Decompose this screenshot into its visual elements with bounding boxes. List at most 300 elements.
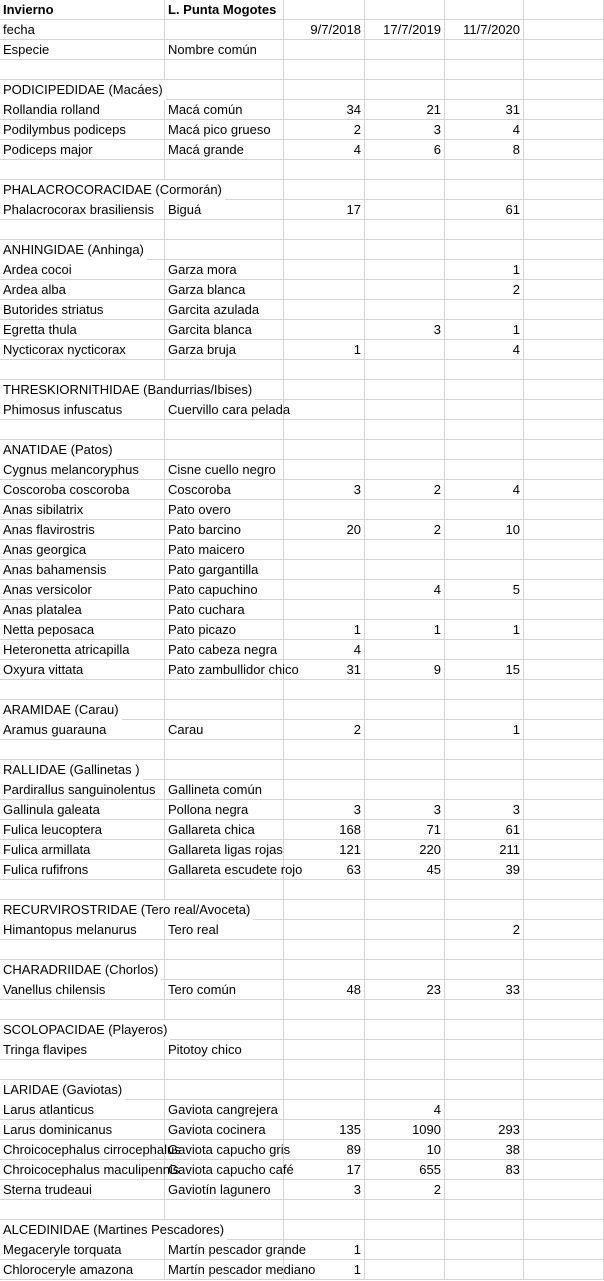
empty-cell[interactable]: [524, 480, 604, 500]
count-cell-2020[interactable]: 33: [445, 980, 524, 1000]
empty-cell[interactable]: [445, 1220, 524, 1240]
count-cell-2020[interactable]: 39: [445, 860, 524, 880]
common-name-label-cell[interactable]: Nombre común: [165, 40, 284, 60]
empty-cell[interactable]: [0, 940, 165, 960]
count-cell-2019[interactable]: 3: [365, 800, 445, 820]
count-cell-2020[interactable]: 3: [445, 800, 524, 820]
empty-cell[interactable]: [524, 80, 604, 100]
empty-cell[interactable]: [284, 1060, 365, 1080]
count-cell-2020[interactable]: 1: [445, 320, 524, 340]
count-cell-2019[interactable]: [365, 1040, 445, 1060]
empty-cell[interactable]: [365, 1200, 445, 1220]
empty-cell[interactable]: [284, 940, 365, 960]
empty-cell[interactable]: [284, 960, 365, 980]
empty-cell[interactable]: [524, 460, 604, 480]
count-cell-2019[interactable]: 21: [365, 100, 445, 120]
empty-cell[interactable]: [524, 1040, 604, 1060]
count-cell-2019[interactable]: 2: [365, 520, 445, 540]
count-cell-2018[interactable]: [284, 320, 365, 340]
common-name-cell[interactable]: Martín pescador grande: [165, 1240, 284, 1260]
common-name-cell[interactable]: Pollona negra: [165, 800, 284, 820]
count-cell-2018[interactable]: 3: [284, 480, 365, 500]
count-cell-2018[interactable]: [284, 780, 365, 800]
count-cell-2020[interactable]: [445, 540, 524, 560]
scientific-name-cell[interactable]: Ardea alba: [0, 280, 165, 300]
scientific-name-cell[interactable]: Larus atlanticus: [0, 1100, 165, 1120]
empty-cell[interactable]: [524, 540, 604, 560]
empty-cell[interactable]: [445, 940, 524, 960]
count-cell-2020[interactable]: [445, 600, 524, 620]
count-cell-2019[interactable]: [365, 720, 445, 740]
count-cell-2019[interactable]: [365, 560, 445, 580]
scientific-name-cell[interactable]: Himantopus melanurus: [0, 920, 165, 940]
count-cell-2018[interactable]: 3: [284, 1180, 365, 1200]
common-name-cell[interactable]: Gaviota capucho gris: [165, 1140, 284, 1160]
count-cell-2018[interactable]: [284, 600, 365, 620]
scientific-name-cell[interactable]: Nycticorax nycticorax: [0, 340, 165, 360]
count-cell-2020[interactable]: 5: [445, 580, 524, 600]
empty-cell[interactable]: [365, 700, 445, 720]
count-cell-2018[interactable]: [284, 400, 365, 420]
count-cell-2018[interactable]: 89: [284, 1140, 365, 1160]
common-name-cell[interactable]: Biguá: [165, 200, 284, 220]
empty-cell[interactable]: [445, 220, 524, 240]
common-name-cell[interactable]: Pato zambullidor chico: [165, 660, 284, 680]
count-cell-2018[interactable]: [284, 300, 365, 320]
empty-cell[interactable]: [524, 580, 604, 600]
count-cell-2018[interactable]: [284, 920, 365, 940]
count-cell-2020[interactable]: 61: [445, 820, 524, 840]
common-name-cell[interactable]: Garcita blanca: [165, 320, 284, 340]
common-name-cell[interactable]: Garcita azulada: [165, 300, 284, 320]
count-cell-2018[interactable]: [284, 1040, 365, 1060]
count-cell-2018[interactable]: [284, 460, 365, 480]
empty-cell[interactable]: [524, 360, 604, 380]
count-cell-2020[interactable]: [445, 1180, 524, 1200]
count-cell-2019[interactable]: [365, 1260, 445, 1280]
common-name-cell[interactable]: Pato maicero: [165, 540, 284, 560]
common-name-cell[interactable]: Gaviotín lagunero: [165, 1180, 284, 1200]
scientific-name-cell[interactable]: Chloroceryle amazona: [0, 1260, 165, 1280]
species-label-cell[interactable]: Especie: [0, 40, 165, 60]
count-cell-2020[interactable]: 211: [445, 840, 524, 860]
count-cell-2020[interactable]: 31: [445, 100, 524, 120]
empty-cell[interactable]: [365, 1080, 445, 1100]
common-name-cell[interactable]: Garza bruja: [165, 340, 284, 360]
count-cell-2018[interactable]: 1: [284, 1240, 365, 1260]
empty-cell[interactable]: [0, 160, 165, 180]
count-cell-2018[interactable]: [284, 580, 365, 600]
count-cell-2020[interactable]: [445, 460, 524, 480]
empty-cell[interactable]: [524, 100, 604, 120]
count-cell-2018[interactable]: 48: [284, 980, 365, 1000]
count-cell-2018[interactable]: 121: [284, 840, 365, 860]
empty-cell[interactable]: [524, 660, 604, 680]
empty-cell[interactable]: [165, 880, 284, 900]
common-name-cell[interactable]: Gallareta ligas rojas: [165, 840, 284, 860]
empty-cell[interactable]: [284, 740, 365, 760]
common-name-cell[interactable]: Pitotoy chico: [165, 1040, 284, 1060]
common-name-cell[interactable]: Pato capuchino: [165, 580, 284, 600]
common-name-cell[interactable]: Cuervillo cara pelada: [165, 400, 284, 420]
empty-cell[interactable]: [0, 880, 165, 900]
count-cell-2019[interactable]: 655: [365, 1160, 445, 1180]
empty-cell[interactable]: [165, 160, 284, 180]
scientific-name-cell[interactable]: Phimosus infuscatus: [0, 400, 165, 420]
empty-cell[interactable]: [524, 1140, 604, 1160]
empty-cell[interactable]: [365, 160, 445, 180]
count-cell-2019[interactable]: 3: [365, 320, 445, 340]
empty-cell[interactable]: [524, 400, 604, 420]
count-cell-2019[interactable]: [365, 260, 445, 280]
count-cell-2020[interactable]: 293: [445, 1120, 524, 1140]
empty-cell[interactable]: [284, 880, 365, 900]
count-cell-2020[interactable]: 10: [445, 520, 524, 540]
empty-cell[interactable]: [524, 1120, 604, 1140]
empty-cell[interactable]: [524, 720, 604, 740]
empty-cell[interactable]: [165, 80, 284, 100]
empty-cell[interactable]: [165, 1020, 284, 1040]
empty-cell[interactable]: [524, 820, 604, 840]
empty-cell[interactable]: [365, 740, 445, 760]
empty-cell[interactable]: [284, 1080, 365, 1100]
common-name-cell[interactable]: Carau: [165, 720, 284, 740]
count-cell-2019[interactable]: 9: [365, 660, 445, 680]
count-cell-2018[interactable]: 1: [284, 340, 365, 360]
empty-cell[interactable]: [524, 700, 604, 720]
empty-cell[interactable]: [524, 260, 604, 280]
empty-cell[interactable]: [165, 1200, 284, 1220]
empty-cell[interactable]: [165, 20, 284, 40]
empty-cell[interactable]: [165, 440, 284, 460]
count-cell-2019[interactable]: [365, 280, 445, 300]
empty-cell[interactable]: [0, 1200, 165, 1220]
empty-cell[interactable]: [284, 440, 365, 460]
empty-cell[interactable]: [0, 680, 165, 700]
count-cell-2018[interactable]: 135: [284, 1120, 365, 1140]
empty-cell[interactable]: [524, 300, 604, 320]
empty-cell[interactable]: [524, 800, 604, 820]
empty-cell[interactable]: [524, 320, 604, 340]
empty-cell[interactable]: [365, 0, 445, 20]
count-cell-2019[interactable]: 23: [365, 980, 445, 1000]
scientific-name-cell[interactable]: Anas versicolor: [0, 580, 165, 600]
scientific-name-cell[interactable]: Oxyura vittata: [0, 660, 165, 680]
empty-cell[interactable]: [365, 1000, 445, 1020]
empty-cell[interactable]: [524, 340, 604, 360]
common-name-cell[interactable]: Coscoroba: [165, 480, 284, 500]
empty-cell[interactable]: [284, 60, 365, 80]
empty-cell[interactable]: [165, 1080, 284, 1100]
empty-cell[interactable]: [365, 760, 445, 780]
count-cell-2018[interactable]: 4: [284, 140, 365, 160]
date-cell-2019[interactable]: 17/7/2019: [365, 20, 445, 40]
empty-cell[interactable]: [524, 1060, 604, 1080]
scientific-name-cell[interactable]: Podilymbus podiceps: [0, 120, 165, 140]
scientific-name-cell[interactable]: Ardea cocoi: [0, 260, 165, 280]
count-cell-2019[interactable]: [365, 300, 445, 320]
common-name-cell[interactable]: Pato gargantilla: [165, 560, 284, 580]
empty-cell[interactable]: [445, 420, 524, 440]
empty-cell[interactable]: [524, 120, 604, 140]
empty-cell[interactable]: [165, 1000, 284, 1020]
empty-cell[interactable]: [365, 380, 445, 400]
count-cell-2019[interactable]: 1: [365, 620, 445, 640]
empty-cell[interactable]: [445, 60, 524, 80]
empty-cell[interactable]: [284, 160, 365, 180]
empty-cell[interactable]: [284, 900, 365, 920]
count-cell-2019[interactable]: [365, 340, 445, 360]
count-cell-2019[interactable]: 10: [365, 1140, 445, 1160]
empty-cell[interactable]: [165, 360, 284, 380]
empty-cell[interactable]: [524, 1180, 604, 1200]
count-cell-2019[interactable]: [365, 400, 445, 420]
empty-cell[interactable]: [165, 240, 284, 260]
empty-cell[interactable]: [524, 240, 604, 260]
empty-cell[interactable]: [165, 1060, 284, 1080]
empty-cell[interactable]: [445, 700, 524, 720]
empty-cell[interactable]: [165, 680, 284, 700]
empty-cell[interactable]: [165, 60, 284, 80]
empty-cell[interactable]: [524, 180, 604, 200]
common-name-cell[interactable]: Gaviota cangrejera: [165, 1100, 284, 1120]
scientific-name-cell[interactable]: Podiceps major: [0, 140, 165, 160]
empty-cell[interactable]: [165, 700, 284, 720]
count-cell-2020[interactable]: 1: [445, 260, 524, 280]
count-cell-2018[interactable]: 31: [284, 660, 365, 680]
count-cell-2018[interactable]: [284, 1100, 365, 1120]
count-cell-2018[interactable]: 168: [284, 820, 365, 840]
date-label-cell[interactable]: fecha: [0, 20, 165, 40]
count-cell-2020[interactable]: [445, 500, 524, 520]
empty-cell[interactable]: [524, 780, 604, 800]
empty-cell[interactable]: [365, 40, 445, 60]
empty-cell[interactable]: [445, 880, 524, 900]
empty-cell[interactable]: [284, 220, 365, 240]
common-name-cell[interactable]: Pato cabeza negra: [165, 640, 284, 660]
empty-cell[interactable]: [524, 680, 604, 700]
empty-cell[interactable]: [284, 80, 365, 100]
empty-cell[interactable]: [524, 1100, 604, 1120]
count-cell-2019[interactable]: 1090: [365, 1120, 445, 1140]
count-cell-2020[interactable]: 2: [445, 280, 524, 300]
count-cell-2018[interactable]: 3: [284, 800, 365, 820]
scientific-name-cell[interactable]: Tringa flavipes: [0, 1040, 165, 1060]
empty-cell[interactable]: [284, 1220, 365, 1240]
empty-cell[interactable]: [365, 880, 445, 900]
empty-cell[interactable]: [445, 40, 524, 60]
empty-cell[interactable]: [524, 600, 604, 620]
count-cell-2018[interactable]: 20: [284, 520, 365, 540]
empty-cell[interactable]: [365, 60, 445, 80]
count-cell-2020[interactable]: 61: [445, 200, 524, 220]
empty-cell[interactable]: [365, 80, 445, 100]
count-cell-2019[interactable]: [365, 200, 445, 220]
empty-cell[interactable]: [284, 180, 365, 200]
count-cell-2018[interactable]: 1: [284, 620, 365, 640]
common-name-cell[interactable]: Gallineta común: [165, 780, 284, 800]
count-cell-2020[interactable]: 15: [445, 660, 524, 680]
common-name-cell[interactable]: Pato cuchara: [165, 600, 284, 620]
empty-cell[interactable]: [524, 220, 604, 240]
empty-cell[interactable]: [0, 420, 165, 440]
count-cell-2019[interactable]: 4: [365, 1100, 445, 1120]
count-cell-2018[interactable]: 63: [284, 860, 365, 880]
empty-cell[interactable]: [284, 700, 365, 720]
empty-cell[interactable]: [284, 240, 365, 260]
empty-cell[interactable]: [365, 240, 445, 260]
scientific-name-cell[interactable]: Megaceryle torquata: [0, 1240, 165, 1260]
empty-cell[interactable]: [365, 1020, 445, 1040]
empty-cell[interactable]: [524, 440, 604, 460]
count-cell-2019[interactable]: [365, 640, 445, 660]
count-cell-2018[interactable]: [284, 260, 365, 280]
empty-cell[interactable]: [524, 1200, 604, 1220]
empty-cell[interactable]: [365, 900, 445, 920]
scientific-name-cell[interactable]: Fulica leucoptera: [0, 820, 165, 840]
count-cell-2019[interactable]: 2: [365, 1180, 445, 1200]
empty-cell[interactable]: [524, 880, 604, 900]
scientific-name-cell[interactable]: Butorides striatus: [0, 300, 165, 320]
count-cell-2020[interactable]: 4: [445, 120, 524, 140]
empty-cell[interactable]: [365, 1220, 445, 1240]
count-cell-2019[interactable]: 220: [365, 840, 445, 860]
date-cell-2020[interactable]: 11/7/2020: [445, 20, 524, 40]
empty-cell[interactable]: [524, 860, 604, 880]
empty-cell[interactable]: [524, 900, 604, 920]
empty-cell[interactable]: [445, 440, 524, 460]
common-name-cell[interactable]: Gaviota capucho café: [165, 1160, 284, 1180]
scientific-name-cell[interactable]: Cygnus melancoryphus: [0, 460, 165, 480]
count-cell-2020[interactable]: [445, 1040, 524, 1060]
scientific-name-cell[interactable]: Anas bahamensis: [0, 560, 165, 580]
common-name-cell[interactable]: Tero común: [165, 980, 284, 1000]
count-cell-2018[interactable]: 34: [284, 100, 365, 120]
empty-cell[interactable]: [524, 620, 604, 640]
scientific-name-cell[interactable]: Anas sibilatrix: [0, 500, 165, 520]
empty-cell[interactable]: [524, 840, 604, 860]
scientific-name-cell[interactable]: Gallinula galeata: [0, 800, 165, 820]
count-cell-2020[interactable]: [445, 560, 524, 580]
location-cell[interactable]: L. Punta Mogotes: [165, 0, 284, 20]
count-cell-2020[interactable]: [445, 1100, 524, 1120]
empty-cell[interactable]: [0, 220, 165, 240]
count-cell-2018[interactable]: 4: [284, 640, 365, 660]
count-cell-2018[interactable]: [284, 280, 365, 300]
empty-cell[interactable]: [445, 900, 524, 920]
count-cell-2019[interactable]: 3: [365, 120, 445, 140]
common-name-cell[interactable]: Pato picazo: [165, 620, 284, 640]
count-cell-2020[interactable]: 1: [445, 720, 524, 740]
scientific-name-cell[interactable]: Anas platalea: [0, 600, 165, 620]
scientific-name-cell[interactable]: Chroicocephalus maculipennis: [0, 1160, 165, 1180]
empty-cell[interactable]: [445, 240, 524, 260]
empty-cell[interactable]: [284, 1200, 365, 1220]
empty-cell[interactable]: [524, 0, 604, 20]
empty-cell[interactable]: [524, 500, 604, 520]
empty-cell[interactable]: [0, 60, 165, 80]
count-cell-2020[interactable]: 4: [445, 480, 524, 500]
empty-cell[interactable]: [445, 380, 524, 400]
scientific-name-cell[interactable]: Chroicocephalus cirrocephalus: [0, 1140, 165, 1160]
empty-cell[interactable]: [284, 360, 365, 380]
empty-cell[interactable]: [524, 20, 604, 40]
empty-cell[interactable]: [445, 360, 524, 380]
common-name-cell[interactable]: Garza blanca: [165, 280, 284, 300]
common-name-cell[interactable]: Pato barcino: [165, 520, 284, 540]
count-cell-2020[interactable]: [445, 1260, 524, 1280]
count-cell-2019[interactable]: 6: [365, 140, 445, 160]
empty-cell[interactable]: [445, 1020, 524, 1040]
empty-cell[interactable]: [365, 940, 445, 960]
season-cell[interactable]: Invierno: [0, 0, 165, 20]
empty-cell[interactable]: [524, 760, 604, 780]
empty-cell[interactable]: [524, 520, 604, 540]
empty-cell[interactable]: [524, 560, 604, 580]
empty-cell[interactable]: [524, 940, 604, 960]
common-name-cell[interactable]: Cisne cuello negro: [165, 460, 284, 480]
empty-cell[interactable]: [524, 960, 604, 980]
date-cell-2018[interactable]: 9/7/2018: [284, 20, 365, 40]
common-name-cell[interactable]: Gaviota cocinera: [165, 1120, 284, 1140]
empty-cell[interactable]: [445, 1080, 524, 1100]
count-cell-2019[interactable]: [365, 1240, 445, 1260]
count-cell-2018[interactable]: 2: [284, 120, 365, 140]
scientific-name-cell[interactable]: Netta peposaca: [0, 620, 165, 640]
count-cell-2020[interactable]: [445, 1240, 524, 1260]
scientific-name-cell[interactable]: Anas flavirostris: [0, 520, 165, 540]
common-name-cell[interactable]: Martín pescador mediano: [165, 1260, 284, 1280]
scientific-name-cell[interactable]: Coscoroba coscoroba: [0, 480, 165, 500]
common-name-cell[interactable]: Macá grande: [165, 140, 284, 160]
empty-cell[interactable]: [445, 1200, 524, 1220]
count-cell-2019[interactable]: 71: [365, 820, 445, 840]
scientific-name-cell[interactable]: Anas georgica: [0, 540, 165, 560]
empty-cell[interactable]: [524, 200, 604, 220]
scientific-name-cell[interactable]: Fulica rufifrons: [0, 860, 165, 880]
count-cell-2020[interactable]: 83: [445, 1160, 524, 1180]
count-cell-2018[interactable]: [284, 500, 365, 520]
empty-cell[interactable]: [524, 640, 604, 660]
count-cell-2018[interactable]: 2: [284, 720, 365, 740]
empty-cell[interactable]: [165, 220, 284, 240]
scientific-name-cell[interactable]: Phalacrocorax brasiliensis: [0, 200, 165, 220]
scientific-name-cell[interactable]: Fulica armillata: [0, 840, 165, 860]
count-cell-2020[interactable]: 4: [445, 340, 524, 360]
empty-cell[interactable]: [0, 1000, 165, 1020]
scientific-name-cell[interactable]: Egretta thula: [0, 320, 165, 340]
count-cell-2019[interactable]: [365, 460, 445, 480]
empty-cell[interactable]: [524, 1160, 604, 1180]
empty-cell[interactable]: [524, 280, 604, 300]
common-name-cell[interactable]: Macá común: [165, 100, 284, 120]
scientific-name-cell[interactable]: Larus dominicanus: [0, 1120, 165, 1140]
count-cell-2018[interactable]: 17: [284, 200, 365, 220]
common-name-cell[interactable]: Pato overo: [165, 500, 284, 520]
empty-cell[interactable]: [365, 180, 445, 200]
count-cell-2019[interactable]: 4: [365, 580, 445, 600]
empty-cell[interactable]: [365, 440, 445, 460]
count-cell-2019[interactable]: [365, 540, 445, 560]
count-cell-2020[interactable]: [445, 300, 524, 320]
empty-cell[interactable]: [445, 1060, 524, 1080]
common-name-cell[interactable]: Macá pico grueso: [165, 120, 284, 140]
empty-cell[interactable]: [284, 420, 365, 440]
empty-cell[interactable]: [445, 740, 524, 760]
empty-cell[interactable]: [445, 180, 524, 200]
count-cell-2020[interactable]: [445, 640, 524, 660]
empty-cell[interactable]: [365, 360, 445, 380]
